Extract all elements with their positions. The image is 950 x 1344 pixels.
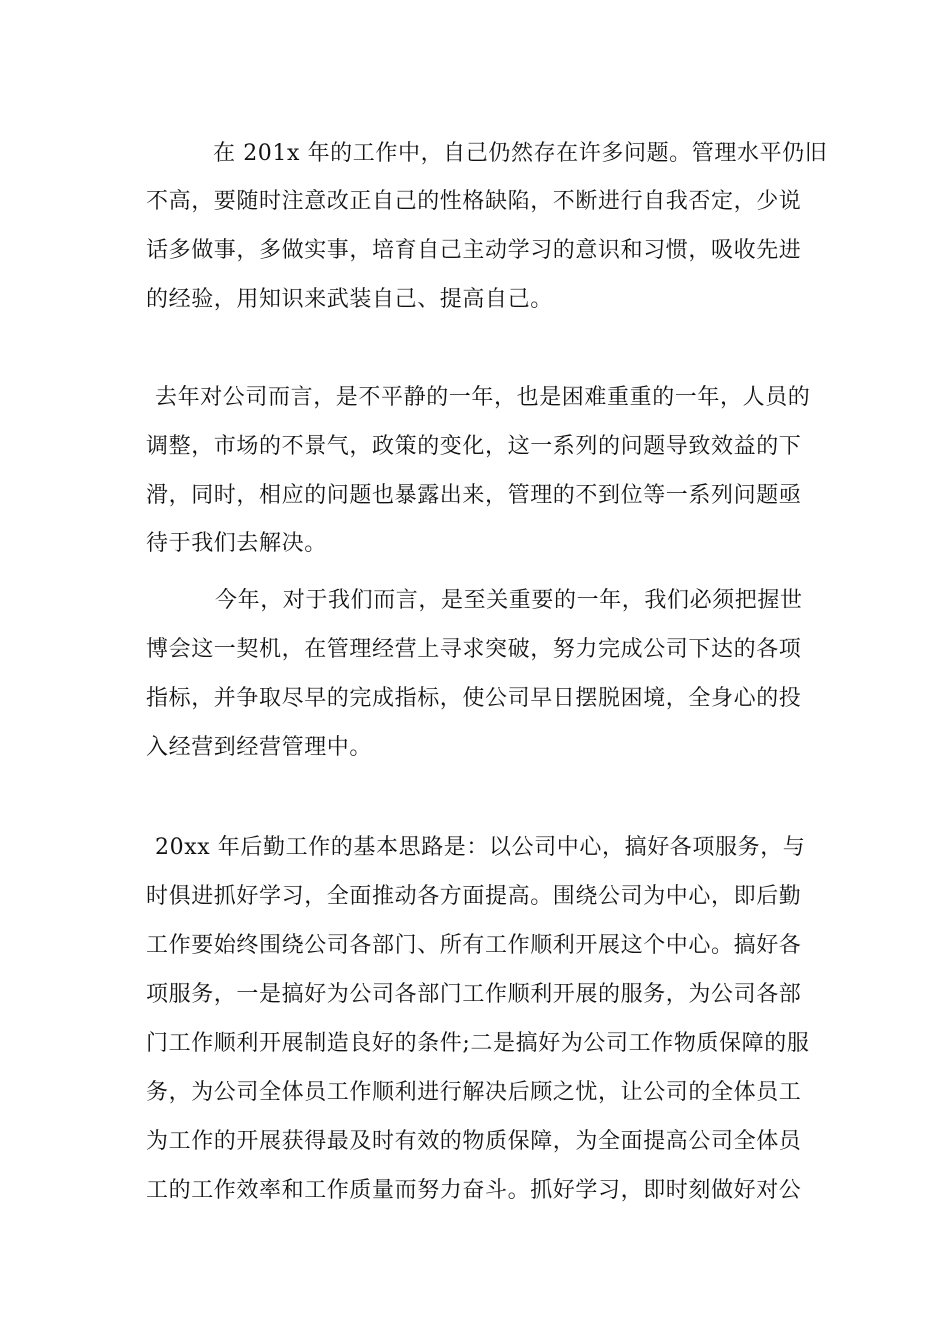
paragraph-line: 话多做事，多做实事，培育自己主动学习的意识和习惯，吸收先进 [146, 238, 802, 263]
paragraph-line: 指标，并争取尽早的完成指标，使公司早日摆脱困境，全身心的投 [146, 686, 802, 711]
paragraph-line: 入经营到经营管理中。 [146, 735, 373, 760]
paragraph-line: 务，为公司全体员工作顺利进行解决后顾之忧，让公司的全体员工 [146, 1080, 802, 1105]
paragraph-line: 时俱进抓好学习，全面推动各方面提高。围绕公司为中心，即后勤 [146, 884, 802, 909]
paragraph-line: 不高，要随时注意改正自己的性格缺陷，不断进行自我否定，少说 [146, 189, 802, 214]
paragraph-line: 为工作的开展获得最及时有效的物质保障，为全面提高公司全体员 [146, 1129, 802, 1154]
paragraph-line: 门工作顺利开展制造良好的条件;二是搞好为公司工作物质保障的服 [146, 1031, 810, 1056]
paragraph-line: 待于我们去解决。 [146, 531, 327, 556]
paragraph-line: 滑，同时，相应的问题也暴露出来，管理的不到位等一系列问题亟 [146, 483, 802, 508]
paragraph-line: 博会这一契机，在管理经营上寻求突破，努力完成公司下达的各项 [146, 637, 802, 662]
paragraph-line: 的经验，用知识来武装自己、提高自己。 [146, 287, 553, 312]
paragraph-line: 工的工作效率和工作质量而努力奋斗。抓好学习，即时刻做好对公 [146, 1178, 802, 1203]
paragraph-line: 20xx 年后勤工作的基本思路是：以公司中心，搞好各项服务，与 [155, 835, 806, 860]
paragraph-line: 调整，市场的不景气，政策的变化，这一系列的问题导致效益的下 [146, 434, 802, 459]
paragraph-line: 工作要始终围绕公司各部门、所有工作顺利开展这个中心。搞好各 [146, 933, 802, 958]
paragraph-line: 今年，对于我们而言，是至关重要的一年，我们必须把握世 [215, 588, 803, 613]
paragraph-line: 项服务，一是搞好为公司各部门工作顺利开展的服务，为公司各部 [146, 982, 802, 1007]
paragraph-line: 在 201x 年的工作中，自己仍然存在许多问题。管理水平仍旧 [213, 141, 828, 166]
paragraph-line: 去年对公司而言，是不平静的一年，也是困难重重的一年，人员的 [155, 385, 811, 410]
